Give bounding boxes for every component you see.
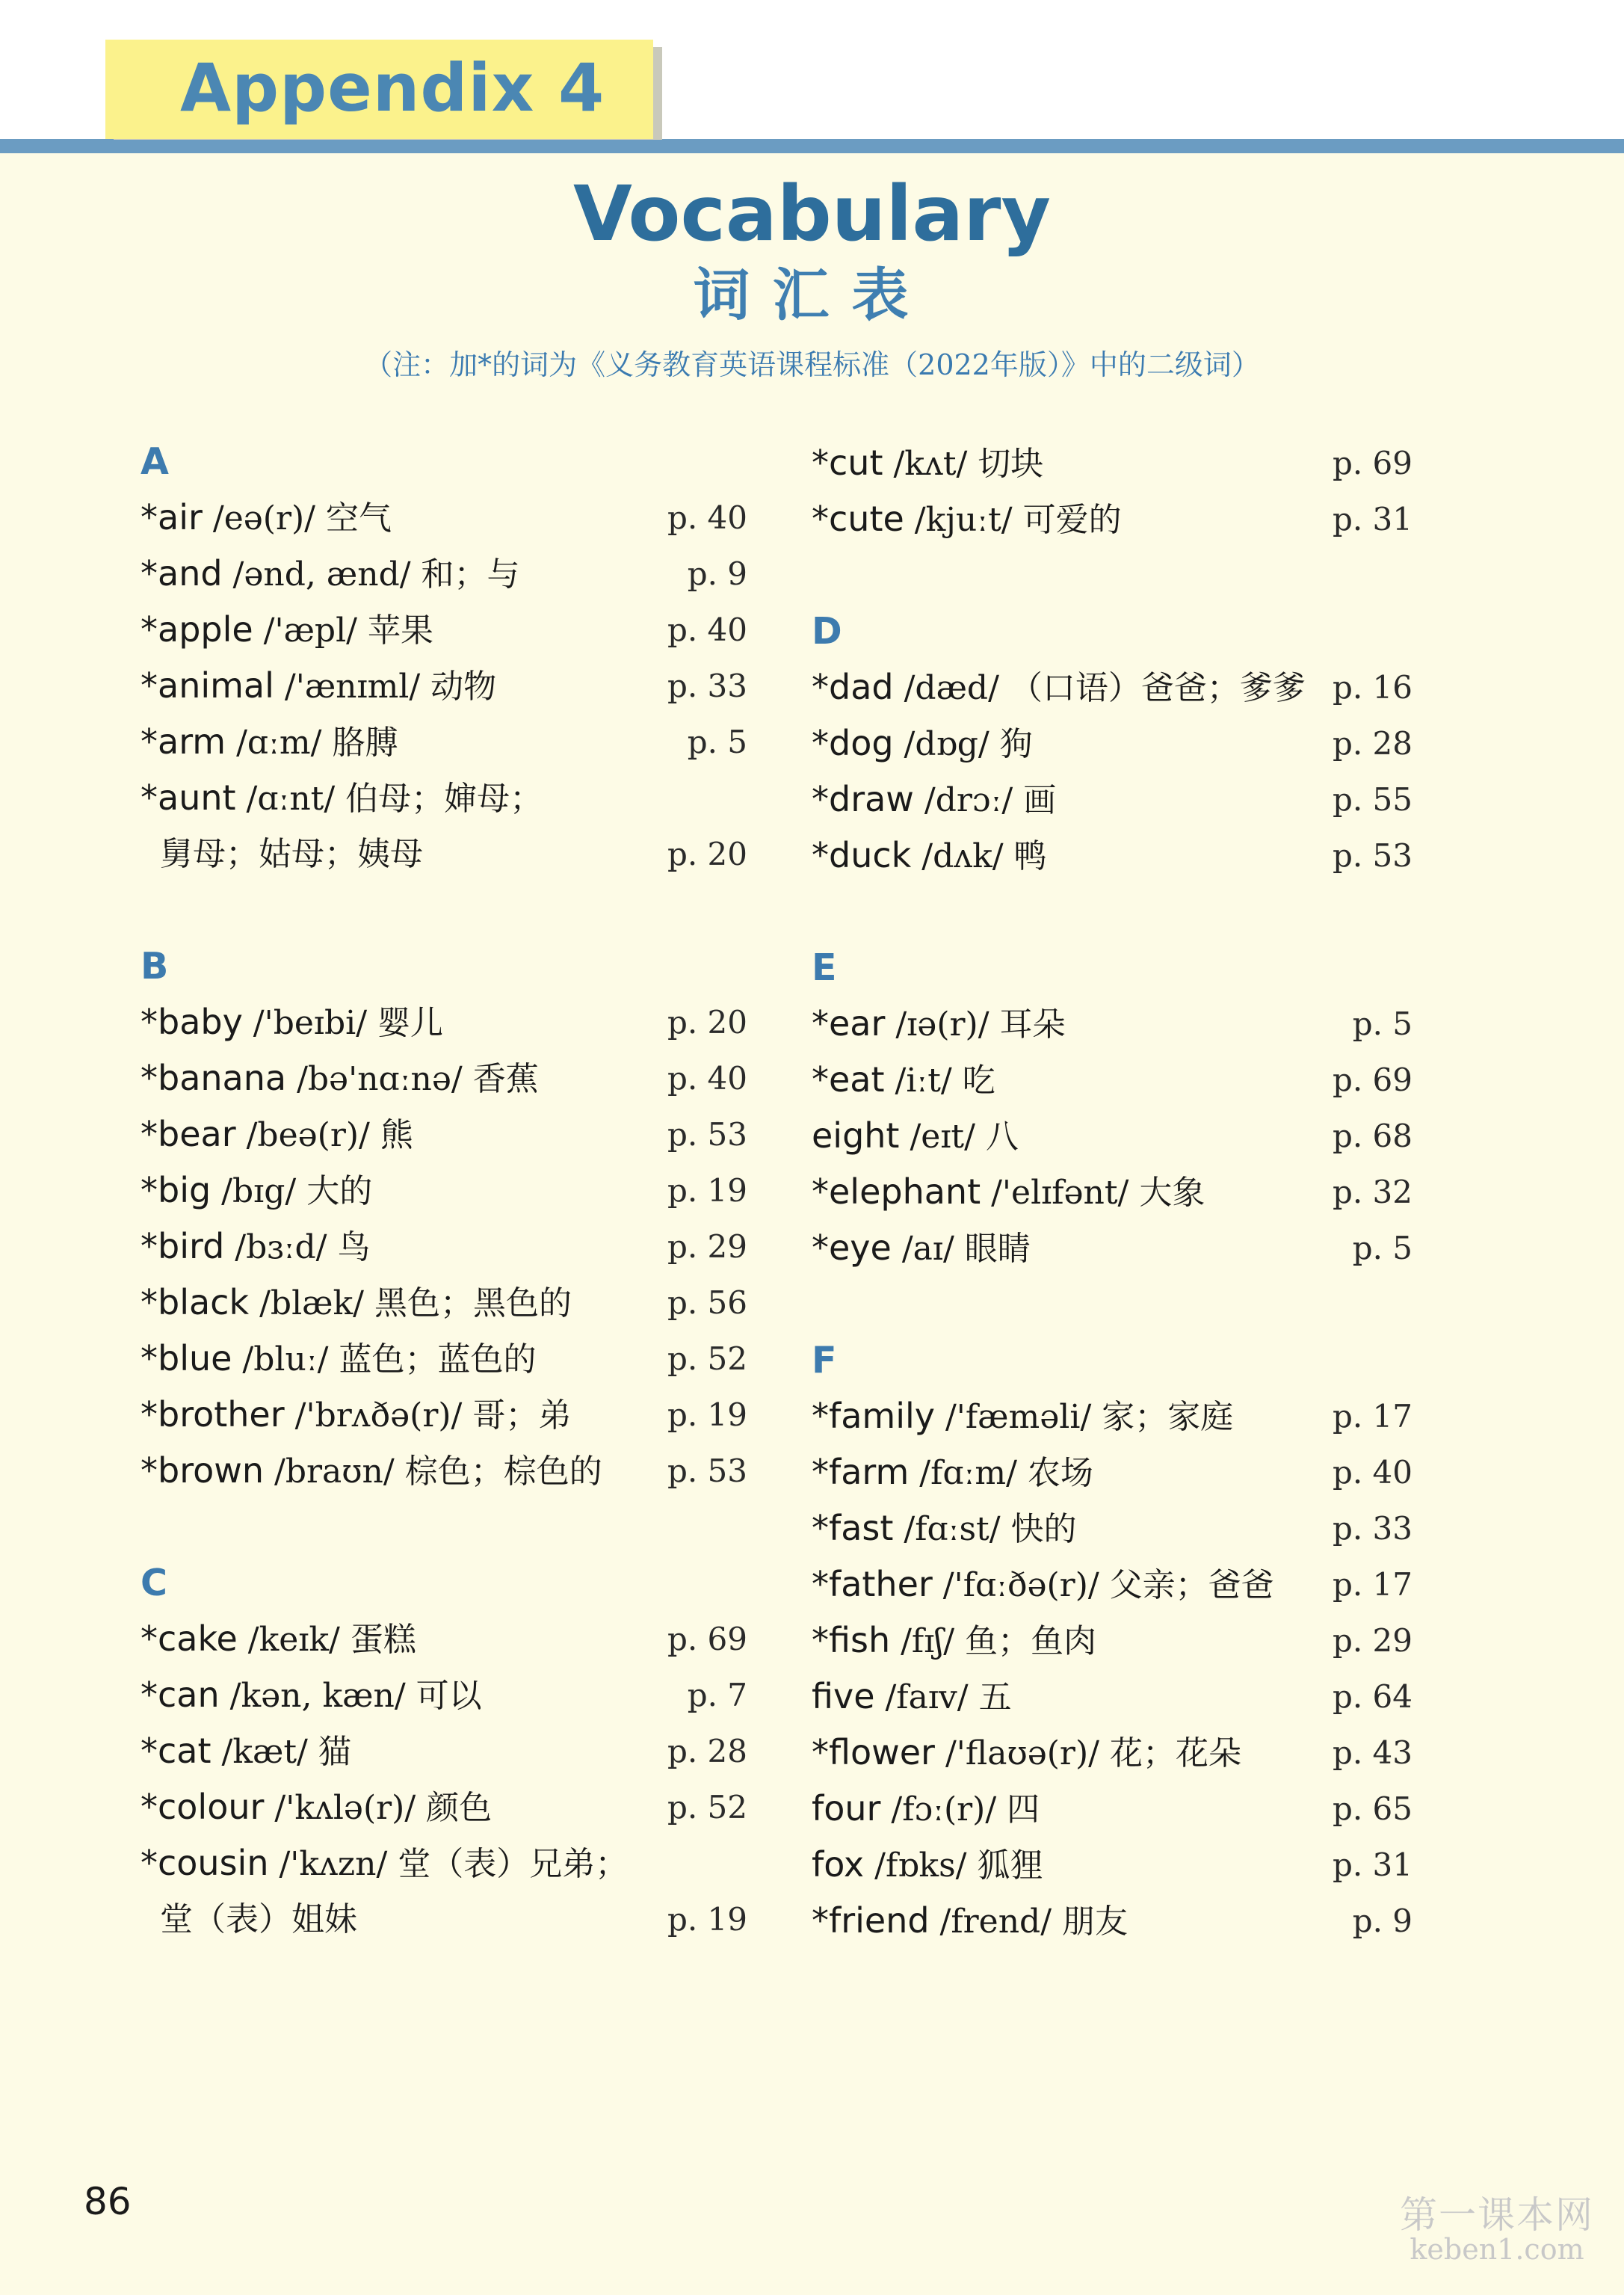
entry-word: *draw: [812, 779, 914, 819]
entry-word: *bear: [141, 1114, 236, 1154]
section-f: [812, 1332, 1412, 1949]
entry-continuation: [141, 826, 747, 882]
entry-definition: /fɔː(r)/ 四: [880, 1790, 1040, 1829]
entry-word: *duck: [812, 835, 912, 875]
vocab-entry: [141, 1387, 747, 1443]
vocab-entry: [141, 1219, 747, 1275]
section-a: [141, 434, 747, 882]
page-number: 86: [84, 2180, 132, 2223]
entry-page: p. 17: [1332, 1566, 1412, 1603]
entry-definition: /'kʌlə(r)/ 颜色: [264, 1789, 493, 1827]
entry-definition: /'kʌzn/ 堂（表）兄弟；: [268, 1845, 629, 1883]
entry-word: *and: [141, 553, 223, 594]
entry-page: p. 52: [667, 1340, 747, 1377]
vocab-entry: [812, 1164, 1412, 1220]
entry-definition: /fɒks/ 狐狸: [864, 1846, 1043, 1885]
entry-definition: /bɪg/ 大的: [211, 1172, 373, 1210]
watermark: [1400, 2193, 1594, 2267]
section-letter: B: [141, 945, 169, 988]
entry-page: p. 68: [1332, 1118, 1412, 1154]
entry-definition: /bluː/ 蓝色；蓝色的: [232, 1340, 537, 1378]
entry-definition: /kən, kæn/ 可以: [219, 1677, 482, 1715]
entry-word: fox: [812, 1844, 865, 1885]
entry-page: p. 40: [667, 499, 747, 536]
entry-page: p. 7: [687, 1677, 747, 1713]
entry-definition: /eə(r)/ 空气: [202, 499, 392, 537]
entry-definition: /'fæməli/ 家；家庭: [934, 1398, 1234, 1436]
entry-definition: /faɪv/ 五: [874, 1678, 1012, 1716]
entry-word: *bird: [141, 1226, 225, 1266]
section-letter: F: [812, 1339, 837, 1381]
page-title: Vocabulary: [573, 170, 1051, 259]
entry-page: p. 52: [667, 1789, 747, 1826]
entry-page: p. 40: [667, 1060, 747, 1097]
section-e: [812, 940, 1412, 1276]
vocab-entry: [812, 1669, 1412, 1725]
vocab-entry: [812, 1500, 1412, 1556]
entry-page: p. 28: [667, 1733, 747, 1769]
entry-page: p. 31: [1332, 501, 1412, 537]
entry-word: *black: [141, 1282, 250, 1322]
entry-page: p. 40: [667, 612, 747, 648]
entry-word: *banana: [141, 1058, 287, 1098]
vocab-entry: [141, 546, 747, 602]
entry-definition: /dʌk/ 鸭: [911, 837, 1047, 875]
entry-word: *fast: [812, 1508, 894, 1548]
entry-page: p. 19: [667, 1172, 747, 1209]
entry-definition: /dɒg/ 狗: [893, 725, 1033, 763]
entry-page: p. 20: [667, 836, 747, 872]
entry-page: p. 5: [687, 724, 747, 760]
entry-word: *cousin: [141, 1843, 269, 1883]
entry-definition: /fɑːst/ 快的: [893, 1510, 1077, 1548]
entry-page: p. 28: [1332, 725, 1412, 762]
vocab-entry: [141, 602, 747, 658]
vocab-entry: [141, 1275, 747, 1331]
entry-definition: /frend/ 朋友: [929, 1903, 1129, 1941]
watermark-line2: keben1.com: [1410, 2233, 1584, 2266]
entry-definition: /'elɪfənt/ 大象: [981, 1174, 1205, 1212]
entry-definition: /fɑːm/ 农场: [909, 1454, 1093, 1492]
entry-definition: /iːt/ 吃: [884, 1062, 995, 1100]
vocab-entry: [812, 1781, 1412, 1837]
entry-word: *eat: [812, 1059, 885, 1100]
entry-definition: /'brʌðə(r)/ 哥；弟: [284, 1396, 572, 1435]
header-rule: [0, 139, 1624, 153]
entry-page: p. 5: [1352, 1230, 1412, 1266]
entry-definition: /fɪʃ/ 鱼；鱼肉: [890, 1622, 1097, 1660]
vocab-entry: [812, 1220, 1412, 1276]
entry-word: *fish: [812, 1620, 891, 1660]
entry-page: p. 29: [667, 1228, 747, 1265]
entry-definition: /bə'nɑːnə/ 香蕉: [286, 1060, 539, 1098]
vocab-entry: [141, 1331, 747, 1387]
entry-definition: /kjuːt/ 可爱的: [904, 501, 1122, 539]
vocab-entry: [141, 658, 747, 714]
entry-definition: /'fɑːðə(r)/ 父亲；爸爸: [932, 1566, 1274, 1604]
vocab-entry: [812, 491, 1412, 547]
entry-word: *apple: [141, 609, 253, 650]
page-note: （注：加*的词为《义务教育英语课程标准（2022年版）》中的二级词）: [364, 348, 1260, 381]
vocab-entry: [141, 1667, 747, 1723]
entry-word: *dad: [812, 667, 894, 707]
section-letter: E: [812, 946, 837, 989]
entry-page: p. 53: [667, 1116, 747, 1153]
entry-definition: /eɪt/ 八: [899, 1118, 1019, 1156]
entry-word: *big: [141, 1170, 212, 1210]
vocab-entry: [141, 1162, 747, 1219]
entry-word: *cute: [812, 499, 904, 539]
vocab-entry: [812, 1052, 1412, 1108]
vocab-entry: [141, 1050, 747, 1106]
entry-word: *family: [812, 1396, 935, 1436]
entry-definition: /ənd, ænd/ 和；与: [222, 555, 520, 594]
section-c-continued: [812, 435, 1412, 547]
entry-page: p. 19: [667, 1396, 747, 1433]
vocab-entry: [141, 1106, 747, 1162]
vocab-entry: [812, 771, 1412, 828]
entry-definition: /kæt/ 猫: [211, 1733, 351, 1771]
entry-page: p. 40: [1332, 1454, 1412, 1491]
vocab-entry: [141, 1443, 747, 1499]
entry-word: eight: [812, 1115, 900, 1156]
vocab-entry: [141, 1779, 747, 1835]
entry-word: *ear: [812, 1003, 886, 1044]
vocab-entry: [141, 770, 747, 826]
entry-page: p. 29: [1332, 1622, 1412, 1659]
entry-page: p. 69: [1332, 1062, 1412, 1098]
entry-definition: /ɪə(r)/ 耳朵: [885, 1005, 1066, 1044]
entry-word: *elephant: [812, 1171, 981, 1212]
vocab-entry: [141, 714, 747, 770]
vocab-entry: [812, 1837, 1412, 1893]
entry-page: p. 33: [667, 668, 747, 704]
vocab-entry: [812, 996, 1412, 1052]
entry-word: *colour: [141, 1787, 265, 1827]
entry-word: *cut: [812, 443, 883, 483]
entry-page: p. 69: [667, 1621, 747, 1657]
entry-word: *blue: [141, 1338, 232, 1378]
entry-page: p. 31: [1332, 1846, 1412, 1883]
entry-page: p. 64: [1332, 1678, 1412, 1715]
entry-page: p. 43: [1332, 1734, 1412, 1771]
vocab-entry: [141, 1723, 747, 1779]
vocab-entry: [812, 1725, 1412, 1781]
entry-page: p. 20: [667, 1004, 747, 1041]
entry-word: *friend: [812, 1900, 930, 1941]
appendix-title: Appendix 4: [180, 49, 605, 126]
section-letter: D: [812, 610, 842, 653]
vocab-entry: [812, 1556, 1412, 1612]
entry-page: p. 55: [1332, 781, 1412, 818]
entry-page: p. 17: [1332, 1398, 1412, 1435]
entry-word: *dog: [812, 723, 894, 763]
entry-page: p. 32: [1332, 1174, 1412, 1210]
entry-page: p. 19: [667, 1901, 747, 1938]
entry-word: *eye: [812, 1227, 892, 1268]
entry-page: p. 56: [667, 1284, 747, 1321]
entry-definition: /'ænɪml/ 动物: [274, 668, 497, 706]
entry-definition: /beə(r)/ 熊: [235, 1116, 413, 1154]
entry-definition: /'beɪbi/ 婴儿: [242, 1004, 444, 1042]
entry-word: *can: [141, 1675, 220, 1715]
entry-word: four: [812, 1788, 881, 1829]
entry-definition: /'flaʊə(r)/ 花；花朵: [934, 1734, 1241, 1772]
vocab-entry: [812, 1612, 1412, 1669]
entry-word: *cat: [141, 1731, 212, 1771]
vocab-entry: [141, 1835, 747, 1891]
vocab-entry: [812, 435, 1412, 491]
vocab-entry: [141, 994, 747, 1050]
vocab-entry: [812, 659, 1412, 715]
entry-definition: 堂（表）姐妹: [160, 1900, 357, 1938]
section-letter: C: [141, 1562, 167, 1604]
entry-page: p. 53: [667, 1453, 747, 1489]
entry-definition: /dæd/ （口语）爸爸；爹爹: [893, 669, 1306, 707]
vocab-entry: [812, 828, 1412, 884]
entry-definition: /ɑːnt/ 伯母；婶母；: [235, 780, 543, 818]
section-d: [812, 603, 1412, 884]
vocab-entry: [812, 715, 1412, 771]
entry-definition: /drɔː/ 画: [913, 781, 1057, 819]
entry-word: *farm: [812, 1452, 910, 1492]
entry-page: p. 9: [1352, 1903, 1412, 1939]
vocab-entry: [141, 490, 747, 546]
entry-page: p. 5: [1352, 1005, 1412, 1042]
entry-definition: /keɪk/ 蛋糕: [237, 1621, 416, 1659]
entry-definition: /'æpl/ 苹果: [253, 612, 433, 650]
entry-word: *baby: [141, 1002, 243, 1042]
entry-word: *brother: [141, 1394, 285, 1435]
entry-definition: /ɑːm/ 胳膊: [226, 724, 398, 762]
vocab-entry: [812, 1388, 1412, 1444]
section-letter: A: [141, 440, 169, 483]
page-title-chinese: 词汇表: [693, 262, 931, 328]
entry-definition: /braʊn/ 棕色；棕色的: [264, 1453, 602, 1491]
entry-word: *flower: [812, 1732, 935, 1772]
vocab-entry: [812, 1893, 1412, 1949]
entry-definition: /blæk/ 黑色；黑色的: [249, 1284, 572, 1322]
entry-page: p. 16: [1332, 669, 1412, 706]
entry-word: *aunt: [141, 777, 236, 818]
entry-page: p. 33: [1332, 1510, 1412, 1547]
entry-word: five: [812, 1676, 875, 1716]
entry-page: p. 65: [1332, 1790, 1412, 1827]
vocab-entry: [812, 1444, 1412, 1500]
entry-word: *brown: [141, 1450, 265, 1491]
entry-definition: /aɪ/ 眼睛: [891, 1230, 1031, 1268]
left-column: [141, 434, 747, 1947]
entry-continuation: [141, 1891, 747, 1947]
right-column: [812, 435, 1412, 1949]
entry-word: *father: [812, 1564, 933, 1604]
vocab-entry: [812, 1108, 1412, 1164]
entry-word: *air: [141, 497, 203, 537]
entry-word: *animal: [141, 665, 274, 706]
entry-page: p. 53: [1332, 837, 1412, 874]
section-c: [141, 1555, 747, 1947]
entry-page: p. 9: [687, 555, 747, 592]
vocab-entry: [141, 1611, 747, 1667]
entry-definition: 舅母；姑母；姨母: [160, 835, 423, 873]
section-b: [141, 938, 747, 1499]
entry-definition: /kʌt/ 切块: [883, 445, 1044, 483]
watermark-line1: 第一课本网: [1400, 2193, 1594, 2237]
entry-word: *cake: [141, 1618, 238, 1659]
entry-word: *arm: [141, 721, 226, 762]
entry-definition: /bɜːd/ 鸟: [224, 1228, 371, 1266]
entry-page: p. 69: [1332, 445, 1412, 481]
